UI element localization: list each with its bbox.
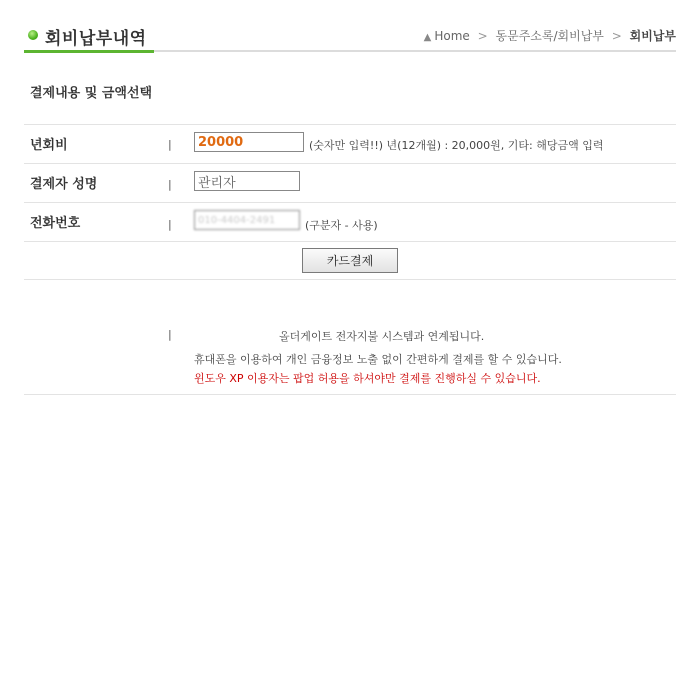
breadcrumb-home[interactable]: Home (434, 29, 470, 43)
table-divider (24, 241, 676, 242)
payer-name-label: 결제자 성명 (30, 177, 98, 192)
page-title: 회비납부내역 (45, 29, 147, 49)
phone-input[interactable] (194, 210, 300, 230)
field-separator: | (168, 178, 172, 191)
page-header (24, 22, 676, 54)
field-separator: | (168, 328, 172, 341)
breadcrumb (424, 27, 676, 44)
phone-hint: (구분자 - 사용) (305, 219, 378, 232)
table-divider (24, 202, 676, 203)
section-title: 결제내용 및 금액선택 (30, 86, 153, 101)
phone-label: 전화번호 (30, 216, 81, 231)
fee-label: 년회비 (30, 138, 68, 153)
breadcrumb-current: 회비납부 (629, 29, 676, 43)
info-text-mobile: 휴대폰을 이용하여 개인 금융정보 노출 없이 간편하게 결제를 할 수 있습니다. (194, 353, 562, 366)
table-divider (24, 163, 676, 164)
info-text-allthegate: 올더게이트 전자지불 시스템과 연계됩니다. (279, 330, 485, 343)
breadcrumb-separator: > (611, 29, 622, 43)
fee-hint: (숫자만 입력!!) 년(12개월) : 20,000원, 기타: 해당금액 입력 (309, 139, 604, 152)
table-divider (24, 124, 676, 125)
table-divider (24, 279, 676, 280)
header-accent-line (24, 50, 154, 53)
green-bullet-icon (28, 30, 38, 40)
breadcrumb-separator: > (477, 29, 488, 43)
field-separator: | (168, 218, 172, 231)
fee-input[interactable] (194, 132, 304, 152)
card-payment-button[interactable]: 카드결제 (302, 248, 398, 273)
field-separator: | (168, 138, 172, 151)
breadcrumb-parent[interactable]: 동문주소록/회비납부 (495, 29, 604, 43)
payer-name-input[interactable] (194, 171, 300, 191)
table-divider (24, 394, 676, 395)
popup-warning-text: 윈도우 XP 이용자는 팝업 허용을 하셔야만 결제를 진행하실 수 있습니다. (194, 372, 541, 385)
home-icon: ▲ (423, 32, 432, 43)
